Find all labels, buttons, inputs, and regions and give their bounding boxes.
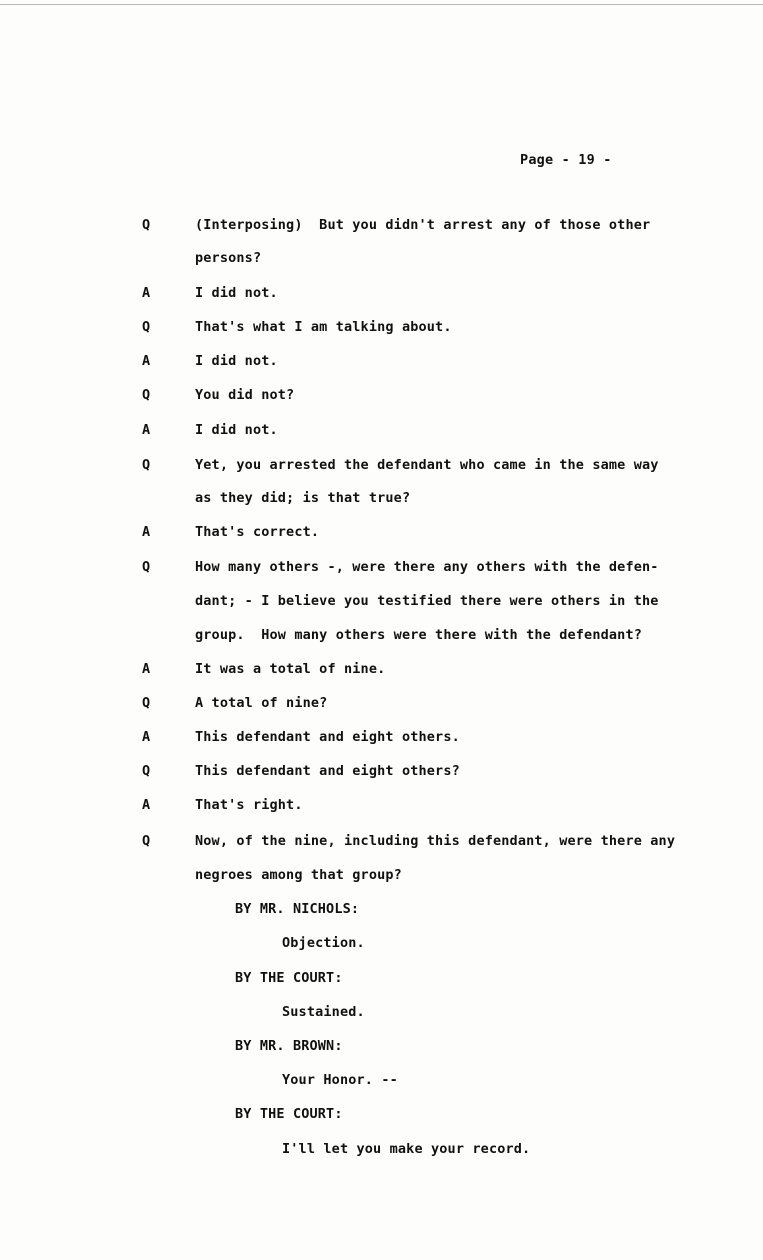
speaker-label: Q (142, 695, 151, 711)
speaker-label: Q (142, 217, 151, 233)
speaker-label: A (142, 729, 151, 745)
speaker-label: Q (142, 319, 151, 335)
testimony-line: This defendant and eight others. (195, 729, 460, 745)
speaker-label: Q (142, 833, 151, 849)
speaker-label: Q (142, 763, 151, 779)
testimony-line: You did not? (195, 387, 295, 403)
testimony-line: I did not. (195, 285, 278, 301)
speaker-label: Q (142, 559, 151, 575)
colloquy-statement: Your Honor. -- (282, 1072, 398, 1088)
speaker-label: Q (142, 457, 151, 473)
top-edge-line (0, 4, 763, 5)
speaker-label: A (142, 353, 151, 369)
speaker-label: Q (142, 387, 151, 403)
page-number: Page - 19 - (520, 152, 612, 168)
testimony-line: This defendant and eight others? (195, 763, 460, 779)
testimony-line: Yet, you arrested the defendant who came in the same way (195, 457, 659, 473)
colloquy-speaker: BY MR. BROWN: (235, 1038, 343, 1054)
testimony-line: Now, of the nine, including this defendant, were there any (195, 833, 676, 849)
speaker-label: A (142, 524, 151, 540)
testimony-line: A total of nine? (195, 695, 328, 711)
testimony-line: I did not. (195, 353, 278, 369)
testimony-line: (Interposing) But you didn't arrest any of those other (195, 217, 651, 233)
testimony-line: It was a total of nine. (195, 661, 386, 677)
speaker-label: A (142, 661, 151, 677)
colloquy-speaker: BY THE COURT: (235, 970, 343, 986)
testimony-line: group. How many others were there with the defendant? (195, 627, 642, 643)
colloquy-statement: I'll let you make your record. (282, 1141, 531, 1157)
testimony-line: How many others -, were there any others with the defen- (195, 559, 659, 575)
testimony-line: I did not. (195, 422, 278, 438)
speaker-label: A (142, 422, 151, 438)
speaker-label: A (142, 797, 151, 813)
testimony-line: persons? (195, 250, 262, 266)
speaker-label: A (142, 285, 151, 301)
testimony-line: That's right. (195, 797, 303, 813)
testimony-line: That's correct. (195, 524, 320, 540)
testimony-line: That's what I am talking about. (195, 319, 452, 335)
testimony-line: as they did; is that true? (195, 490, 411, 506)
colloquy-statement: Objection. (282, 935, 365, 951)
colloquy-statement: Sustained. (282, 1004, 365, 1020)
colloquy-speaker: BY MR. NICHOLS: (235, 901, 360, 917)
colloquy-speaker: BY THE COURT: (235, 1106, 343, 1122)
testimony-line: negroes among that group? (195, 867, 402, 883)
testimony-line: dant; - I believe you testified there were others in the (195, 593, 659, 609)
